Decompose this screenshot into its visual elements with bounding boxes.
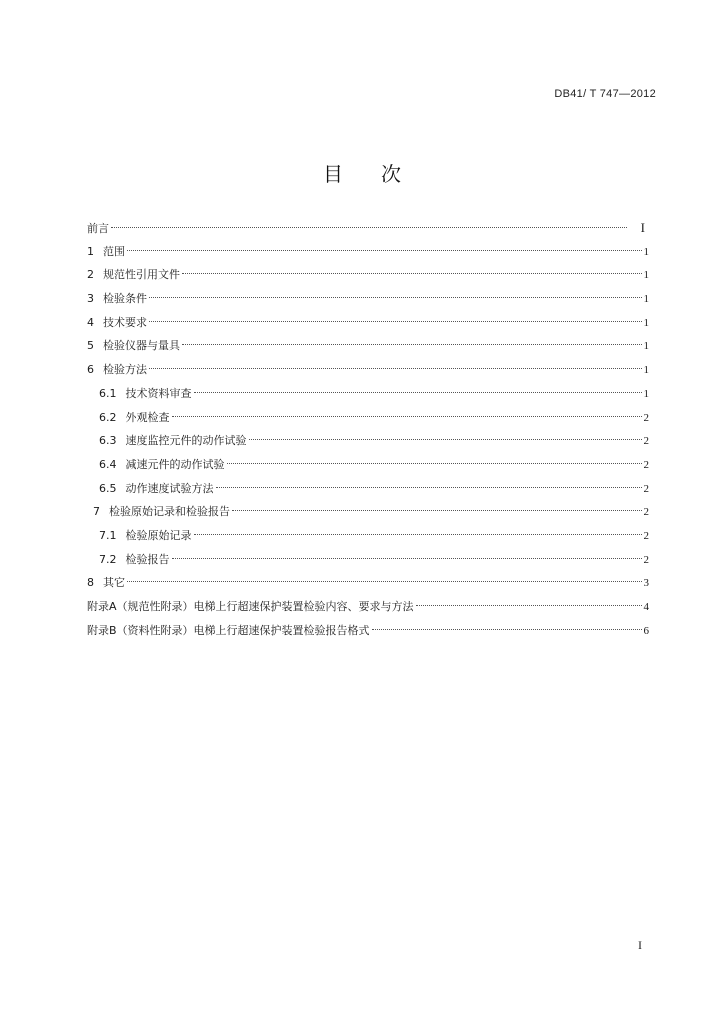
toc-entry-number: 7 <box>93 505 100 519</box>
toc-page-ref: 2 <box>643 435 649 448</box>
toc-page-ref: 2 <box>643 411 649 424</box>
toc-entry-number: 3 <box>87 292 94 306</box>
toc-entry-6-3[interactable] <box>87 429 649 453</box>
toc-entry-6-5[interactable] <box>87 477 649 501</box>
page-number: I <box>638 938 642 952</box>
dot-leader <box>149 368 642 369</box>
dot-leader <box>232 510 642 511</box>
toc-entry-number: 6 <box>87 363 94 377</box>
toc-page-ref: 1 <box>643 387 649 400</box>
dot-leader <box>127 581 642 582</box>
toc-entry-number: 6.3 <box>99 434 117 448</box>
dot-leader <box>182 273 642 274</box>
toc-entry-text: 前言 <box>87 222 109 235</box>
dot-leader <box>249 439 642 440</box>
dot-leader <box>194 392 642 393</box>
standard-code: DB41/ T 747—2012 <box>554 88 656 100</box>
toc-page-ref: 1 <box>643 293 649 306</box>
toc-entry-text: 附录B（资料性附录）电梯上行超速保护装置检验报告格式 <box>87 623 370 637</box>
toc-page-ref: 2 <box>643 458 649 471</box>
dot-leader <box>172 416 642 417</box>
toc-page-ref: 2 <box>643 553 649 566</box>
dot-leader <box>372 629 642 630</box>
toc-entry-5[interactable] <box>87 334 649 358</box>
toc-entry-6[interactable] <box>87 358 649 382</box>
toc-page-ref: 4 <box>643 601 649 613</box>
dot-leader <box>127 250 642 251</box>
dot-leader <box>227 463 642 464</box>
toc-page-ref: 2 <box>643 529 649 542</box>
toc-entry-6-1[interactable] <box>87 382 649 406</box>
toc-entry-appendix-b[interactable] <box>87 619 649 643</box>
dot-leader <box>149 297 642 298</box>
toc-page-ref: 1 <box>643 245 649 258</box>
toc-entry-8[interactable] <box>87 571 649 595</box>
dot-leader <box>216 487 642 488</box>
toc-page-ref: I <box>640 220 645 235</box>
toc-entry-appendix-a[interactable] <box>87 595 649 619</box>
toc-entry-number: 8 <box>87 576 94 590</box>
toc-entry-text: 技术资料审查 <box>125 386 192 400</box>
toc-entry-text: 技术要求 <box>103 315 147 329</box>
toc-entry-7[interactable] <box>87 500 649 524</box>
toc-entry-7-2[interactable] <box>87 548 649 572</box>
toc-page-ref: 1 <box>643 364 649 377</box>
toc-entry-text: 检验条件 <box>103 292 147 306</box>
toc-title: 目次 <box>323 162 439 186</box>
toc-entry-number: 6.1 <box>99 386 117 400</box>
toc-entry-foreword[interactable] <box>87 216 649 240</box>
table-of-contents <box>87 216 649 642</box>
toc-page-ref: 2 <box>643 506 649 519</box>
toc-entry-number: 7.1 <box>99 528 117 542</box>
toc-entry-text: 检验仪器与量具 <box>103 339 180 353</box>
toc-entry-text: 规范性引用文件 <box>103 268 180 282</box>
toc-entry-number: 4 <box>87 315 94 329</box>
toc-entry-2[interactable] <box>87 263 649 287</box>
toc-entry-text: 检验方法 <box>103 363 147 377</box>
toc-entry-number: 5 <box>87 339 94 353</box>
toc-entry-4[interactable] <box>87 311 649 335</box>
toc-page-ref: 1 <box>643 340 649 353</box>
toc-entry-number: 1 <box>87 244 94 258</box>
dot-leader <box>172 558 642 559</box>
dot-leader <box>416 605 642 606</box>
toc-entry-7-1[interactable] <box>87 524 649 548</box>
toc-entry-text: 检验报告 <box>125 552 170 566</box>
toc-entry-text: 附录A（规范性附录）电梯上行超速保护装置检验内容、要求与方法 <box>87 600 414 613</box>
toc-entry-text: 检验原始记录和检验报告 <box>109 505 230 519</box>
dot-leader <box>149 321 642 322</box>
dot-leader <box>182 344 642 345</box>
toc-entry-text: 外观检查 <box>125 410 170 424</box>
dot-leader <box>111 227 627 228</box>
dot-leader <box>194 534 642 535</box>
toc-entry-3[interactable] <box>87 287 649 311</box>
toc-entry-1[interactable] <box>87 240 649 264</box>
toc-entry-text: 其它 <box>103 576 125 590</box>
toc-entry-text: 检验原始记录 <box>125 528 192 542</box>
toc-entry-text: 动作速度试验方法 <box>125 481 214 495</box>
toc-entry-6-2[interactable] <box>87 406 649 430</box>
toc-entry-number: 6.4 <box>99 457 117 471</box>
toc-page-ref: 3 <box>643 577 649 590</box>
toc-entry-number: 6.2 <box>99 410 117 424</box>
toc-entry-number: 6.5 <box>99 481 117 495</box>
toc-entry-text: 减速元件的动作试验 <box>125 457 225 471</box>
toc-page-ref: 1 <box>643 269 649 282</box>
toc-page-ref: 2 <box>643 482 649 495</box>
toc-entry-number: 7.2 <box>99 552 117 566</box>
toc-entry-text: 范围 <box>103 244 125 258</box>
toc-entry-text: 速度监控元件的动作试验 <box>125 434 247 448</box>
toc-page-ref: 1 <box>643 316 649 329</box>
toc-entry-number: 2 <box>87 268 94 282</box>
toc-entry-6-4[interactable] <box>87 453 649 477</box>
toc-page-ref: 6 <box>643 624 649 637</box>
